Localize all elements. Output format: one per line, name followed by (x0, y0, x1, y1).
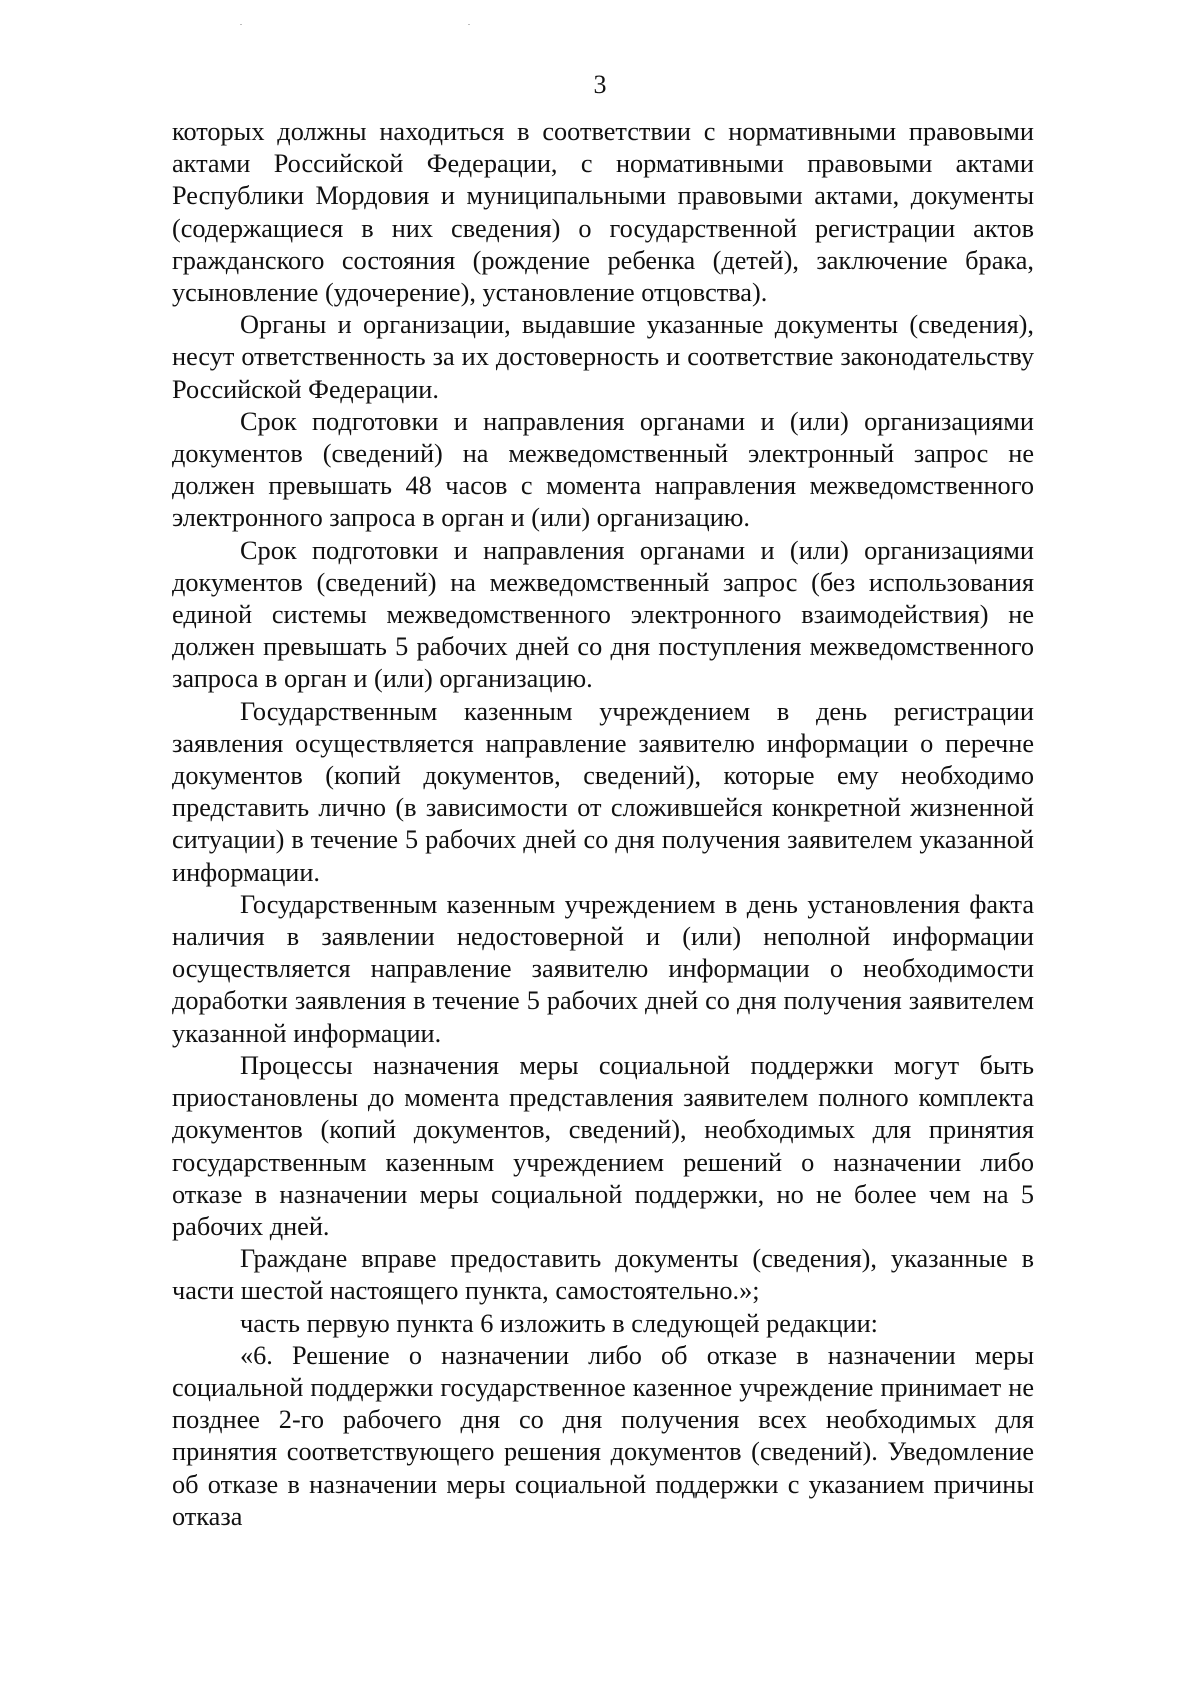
paragraph: Государственным казенным учреждением в день регистрации заявления осуществляется направление заявителю информации о перечне документов (копий документов, сведений), которые ему необходимо представить лично (в зависимости от сложившейся конкретной жизненной ситуации) в течение 5 рабочих дней со дня получения заявителем указанной информации. (172, 696, 1034, 887)
paragraph: Срок подготовки и направления органами и (или) организациями документов (сведений) на межведомственный электронный запрос не должен превышать 48 часов с момента направления межведомственного электронного запроса в орган и (или) организацию. (172, 406, 1034, 533)
document-body (172, 116, 1034, 1533)
scan-artifact (240, 24, 242, 25)
paragraph: Срок подготовки и направления органами и (или) организациями документов (сведений) на межведомственный запрос (без использования единой системы межведомственного электронного взаимодействия) не должен превышать 5 рабочих дней со дня поступления межведомственного запроса в орган и (или) организацию. (172, 535, 1034, 694)
paragraph: Процессы назначения меры социальной поддержки могут быть приостановлены до момента представления заявителем полного комплекта документов (копий документов, сведений), необходимых для принятия государственным казенным учреждением решений о назначении либо отказе в назначении меры социальной поддержки, но не более чем на 5 рабочих дней. (172, 1050, 1034, 1241)
paragraph: часть первую пункта 6 изложить в следующей редакции: (240, 1308, 878, 1338)
paragraph-quoted-amendment: «6. Решение о назначении либо об отказе в назначении меры социальной поддержки государственное казенное учреждение принимает не позднее 2-го рабочего дня со дня получения всех необходимых для принятия соответствующего решения документов (сведений). Уведомление об отказе в назначении меры социальной поддержки с указанием причины отказа (172, 1340, 1034, 1531)
page-number: 3 (593, 70, 607, 99)
paragraph-continuation: которых должны находиться в соответствии с нормативными правовыми актами Российской Федерации, с нормативными правовыми актами Республики Мордовия и муниципальными правовыми актами, документы (содержащиеся в них сведения) о государственной регистрации актов гражданского состояния (рождение ребенка (детей), заключение брака, усыновление (удочерение), установление отцовства). (172, 117, 1034, 308)
scan-artifact (468, 24, 470, 25)
paragraph: Органы и организации, выдавшие указанные документы (сведения), несут ответственность за их достоверность и соответствие законодательству Российской Федерации. (172, 310, 1034, 404)
paragraph: Граждане вправе предоставить документы (сведения), указанные в части шестой настоящего пункта, самостоятельно.»; (172, 1244, 1034, 1306)
paragraph: Государственным казенным учреждением в день установления факта наличия в заявлении недостоверной и (или) неполной информации осуществляется направление заявителю информации о необходимости доработки заявления в течение 5 рабочих дней со дня получения заявителем указанной информации. (172, 889, 1034, 1048)
